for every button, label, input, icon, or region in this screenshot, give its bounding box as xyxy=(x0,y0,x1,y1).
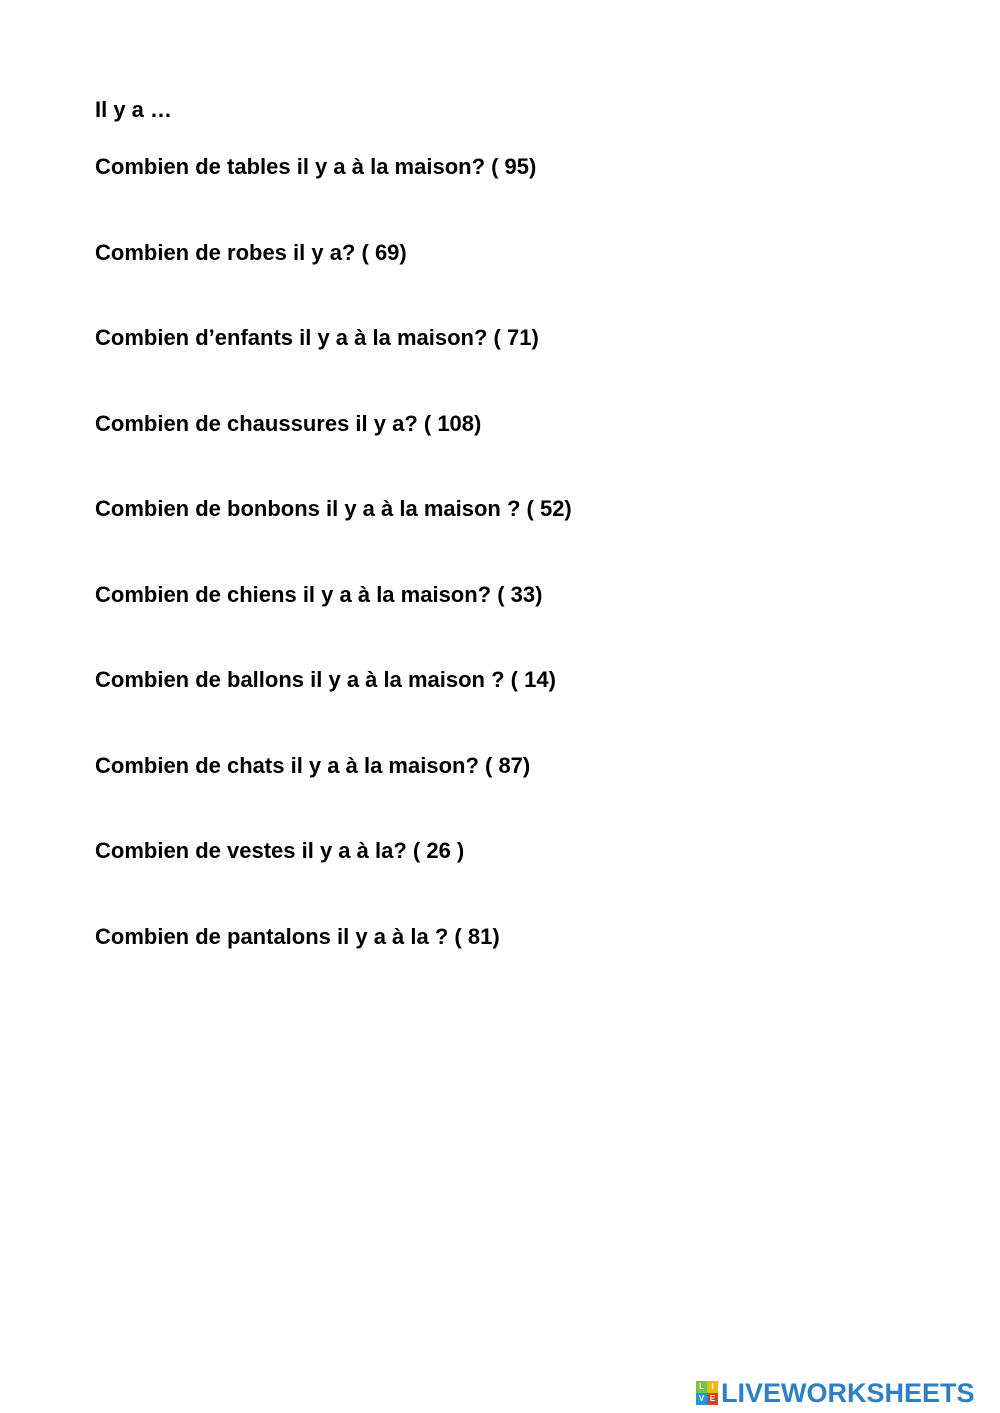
question-list xyxy=(95,153,572,1008)
question-9: Combien de vestes il y a à la? ( 26 ) xyxy=(95,838,465,863)
logo-square-l: L xyxy=(696,1381,707,1393)
worksheet-heading: Il y a … xyxy=(95,97,173,122)
liveworksheets-brand xyxy=(696,1378,975,1408)
question-6: Combien de chiens il y a à la maison? ( 33) xyxy=(95,581,543,607)
logo-square-v: V xyxy=(696,1393,707,1405)
liveworksheets-wordmark: LIVEWORKSHEETS xyxy=(721,1378,975,1408)
question-8: Combien de chats il y a à la maison? ( 87) xyxy=(95,752,531,778)
logo-square-e: E xyxy=(707,1393,718,1405)
question-5: Combien de bonbons il y a à la maison ? ( 52) xyxy=(95,496,572,521)
question-4: Combien de chaussures il y a? ( 108) xyxy=(95,410,482,436)
question-1: Combien de tables il y a à la maison? ( 95) xyxy=(95,154,537,179)
logo-square-i: I xyxy=(707,1381,718,1393)
question-10: Combien de pantalons il y a à la ? ( 81) xyxy=(95,923,500,949)
question-2: Combien de robes il y a? ( 69) xyxy=(95,239,407,265)
liveworksheets-logo-icon xyxy=(696,1381,718,1405)
question-7: Combien de ballons il y a à la maison ? ( 14) xyxy=(95,667,556,692)
question-3: Combien d’enfants il y a à la maison? ( 71) xyxy=(95,325,539,350)
